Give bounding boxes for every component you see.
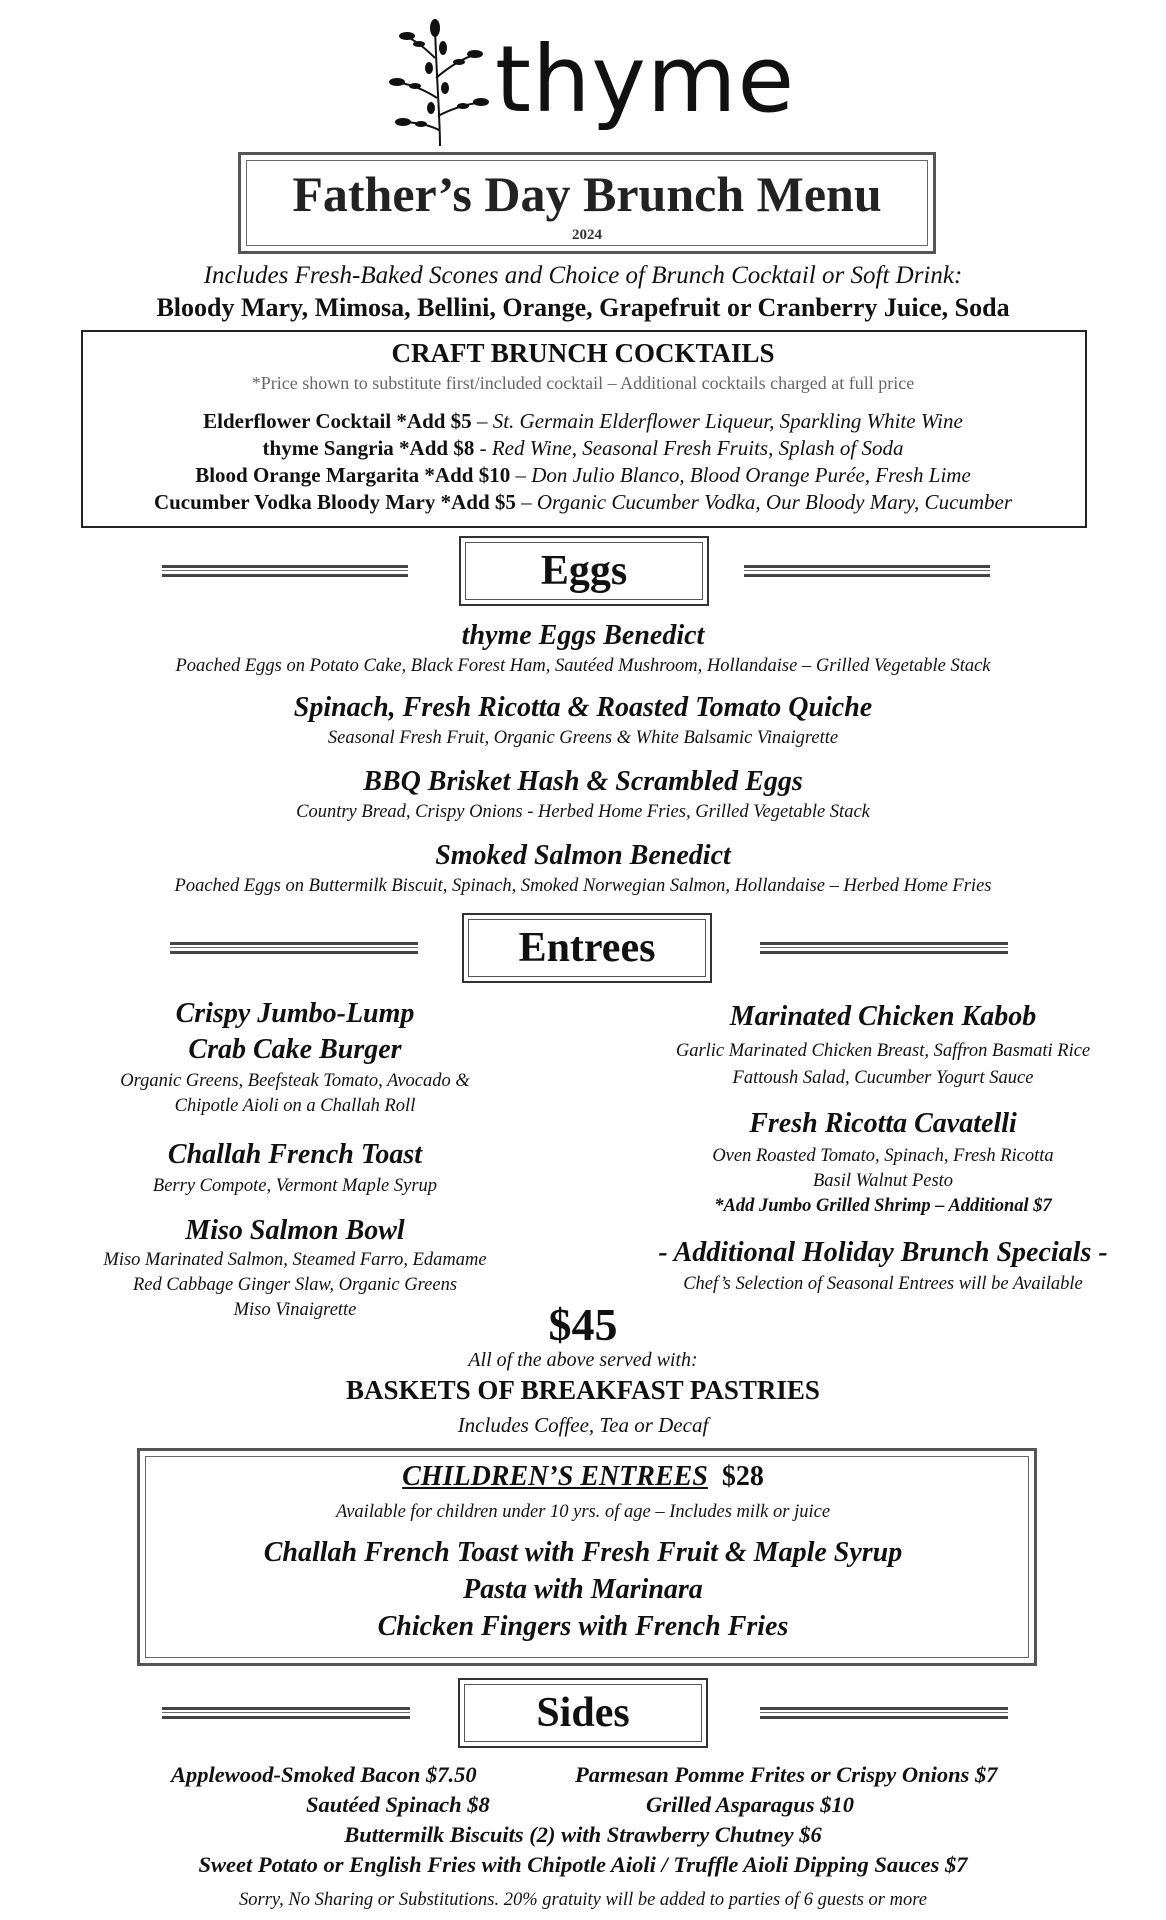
footer-note: Sorry, No Sharing or Substitutions. 20% gratuity will be added to parties of 6 guests or more	[239, 1890, 927, 1910]
side-item: Parmesan Pomme Frites or Crispy Onions $7	[575, 1762, 998, 1787]
entree-name: Crab Cake Burger	[188, 1034, 402, 1065]
cocktail-sep: -	[474, 436, 492, 460]
cocktail-sep: –	[515, 490, 537, 514]
cocktail-name: Cucumber Vodka Bloody Mary *Add $5	[153, 490, 516, 514]
entree-name: Miso Salmon Bowl	[185, 1215, 405, 1246]
cocktail-sep: –	[471, 409, 493, 433]
eggs-header-box	[459, 536, 709, 606]
divider-rule	[162, 1707, 410, 1719]
cocktail-desc: Red Wine, Seasonal Fresh Fruits, Splash of Soda	[491, 436, 904, 460]
entree-addon: *Add Jumbo Grilled Shrimp – Additional $7	[714, 1196, 1052, 1216]
divider-rule	[760, 1707, 1008, 1719]
entree-name: Fresh Ricotta Cavatelli	[749, 1108, 1017, 1139]
page-title: Father’s Day Brunch Menu	[292, 166, 882, 222]
egg-item-name: thyme Eggs Benedict	[461, 620, 705, 651]
cocktails-heading: CRAFT BRUNCH COCKTAILS	[391, 338, 775, 368]
egg-item-name: Spinach, Fresh Ricotta & Roasted Tomato Quiche	[293, 692, 873, 723]
children-item: Chicken Fingers with French Fries	[377, 1611, 789, 1642]
specials-desc: Chef’s Selection of Seasonal Entrees will be Available	[683, 1274, 1083, 1294]
entree-desc: Red Cabbage Ginger Slaw, Organic Greens	[132, 1275, 458, 1295]
entrees-heading: Entrees	[518, 925, 656, 971]
entree-desc: Organic Greens, Beefsteak Tomato, Avocado &	[120, 1071, 470, 1091]
entree-desc: Oven Roasted Tomato, Spinach, Fresh Ricotta	[712, 1146, 1054, 1166]
cocktails-note: *Price shown to substitute first/included cocktail – Additional cocktails charged at full price	[251, 373, 915, 393]
cocktail-name: thyme Sangria *Add $8	[262, 436, 475, 460]
cocktail-item	[0, 490, 1166, 515]
cocktail-name: Elderflower Cocktail *Add $5	[203, 409, 472, 433]
intro-line-2: Bloody Mary, Mimosa, Bellini, Orange, Grapefruit or Cranberry Juice, Soda	[156, 293, 1010, 322]
brunch-price: $45	[548, 1299, 618, 1350]
children-note: Available for children under 10 yrs. of age – Includes milk or juice	[335, 1502, 831, 1522]
side-item: Buttermilk Biscuits (2) with Strawberry Chutney $6	[344, 1822, 822, 1847]
logo-wordmark: thyme	[495, 26, 796, 133]
children-item: Pasta with Marinara	[463, 1574, 703, 1605]
side-item: Sautéed Spinach $8	[306, 1792, 490, 1817]
pastries-heading: BASKETS OF BREAKFAST PASTRIES	[346, 1375, 820, 1405]
egg-item-name: BBQ Brisket Hash & Scrambled Eggs	[363, 766, 803, 797]
eggs-heading: Eggs	[540, 548, 628, 594]
title-year: 2024	[572, 227, 602, 243]
entree-desc: Basil Walnut Pesto	[812, 1171, 954, 1191]
cocktail-desc: St. Germain Elderflower Liqueur, Sparkling White Wine	[492, 409, 963, 433]
entree-desc: Berry Compote, Vermont Maple Syrup	[152, 1176, 438, 1196]
side-item: Sweet Potato or English Fries with Chipotle Aioli / Truffle Aioli Dipping Sauces $7	[198, 1852, 968, 1877]
egg-item-desc: Country Bread, Crispy Onions - Herbed Home Fries, Grilled Vegetable Stack	[296, 802, 870, 822]
children-item: Challah French Toast with Fresh Fruit & Maple Syrup	[263, 1537, 903, 1568]
entrees-header-box	[462, 913, 712, 983]
divider-rule	[744, 565, 990, 577]
entree-desc: Chipotle Aioli on a Challah Roll	[174, 1096, 416, 1116]
specials-heading: - Additional Holiday Brunch Specials -	[658, 1237, 1108, 1268]
thyme-sprig-icon	[385, 18, 495, 148]
cocktail-item	[0, 436, 1166, 461]
children-heading: CHILDREN’S ENTREES	[402, 1461, 708, 1492]
cocktail-desc: Organic Cucumber Vodka, Our Bloody Mary, Cucumber	[536, 490, 1013, 514]
egg-item-desc: Poached Eggs on Potato Cake, Black Forest Ham, Sautéed Mushroom, Hollandaise – Grilled Vegetable Stack	[175, 656, 991, 676]
coffee-note: Includes Coffee, Tea or Decaf	[457, 1413, 709, 1437]
children-price: $28	[721, 1461, 764, 1492]
entree-desc: Fattoush Salad, Cucumber Yogurt Sauce	[732, 1068, 1034, 1088]
entree-name: Challah French Toast	[167, 1139, 423, 1170]
egg-item-desc: Poached Eggs on Buttermilk Biscuit, Spinach, Smoked Norwegian Salmon, Hollandaise – Herbed Home Fries	[174, 876, 992, 896]
intro-line-1: Includes Fresh-Baked Scones and Choice of Brunch Cocktail or Soft Drink:	[203, 262, 963, 289]
side-item: Applewood-Smoked Bacon $7.50	[171, 1762, 477, 1787]
entree-desc: Miso Marinated Salmon, Steamed Farro, Edamame	[103, 1250, 487, 1270]
sides-heading: Sides	[536, 1690, 630, 1736]
children-heading-row	[0, 1461, 1166, 1493]
divider-rule	[170, 942, 418, 954]
side-item: Grilled Asparagus $10	[646, 1792, 854, 1817]
egg-item-name: Smoked Salmon Benedict	[435, 840, 731, 871]
cocktail-sep: –	[510, 463, 532, 487]
entree-name: Marinated Chicken Kabob	[729, 1001, 1037, 1032]
egg-item-desc: Seasonal Fresh Fruit, Organic Greens & White Balsamic Vinaigrette	[327, 728, 839, 748]
divider-rule	[760, 942, 1008, 954]
entree-name: Crispy Jumbo-Lump	[175, 998, 415, 1029]
entree-desc: Miso Vinaigrette	[233, 1300, 357, 1320]
thyme-logo	[385, 18, 796, 148]
entree-desc: Garlic Marinated Chicken Breast, Saffron Basmati Rice	[675, 1041, 1091, 1061]
title-box	[238, 152, 936, 254]
cocktail-desc: Don Julio Blanco, Blood Orange Purée, Fresh Lime	[531, 463, 971, 487]
cocktail-name: Blood Orange Margarita *Add $10	[195, 463, 511, 487]
sides-header-box	[458, 1678, 708, 1748]
served-with-label: All of the above served with:	[468, 1349, 698, 1371]
cocktail-item	[0, 463, 1166, 488]
divider-rule	[162, 565, 408, 577]
cocktail-item	[0, 409, 1166, 434]
